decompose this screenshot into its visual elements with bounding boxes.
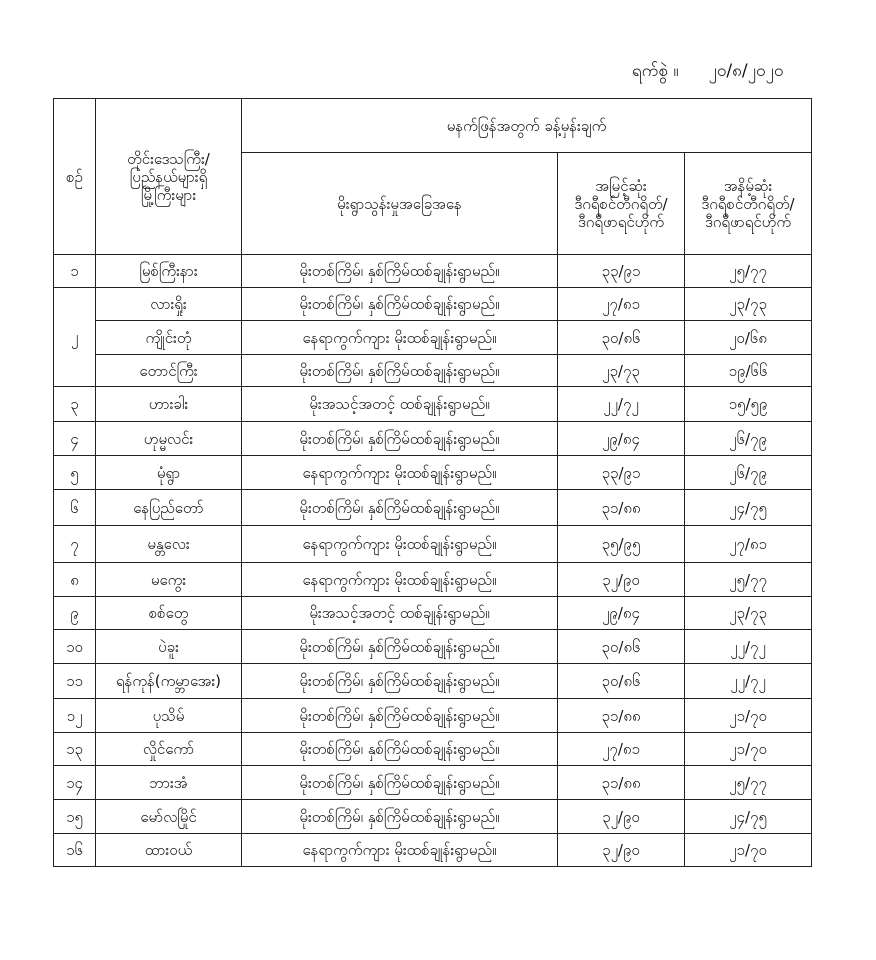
forecast-table — [53, 98, 812, 867]
city-name: လားရှိုး — [96, 288, 242, 321]
city-name: ထားဝယ် — [96, 834, 242, 867]
rain-condition: မိုးတစ်ကြိမ်၊ နှစ်ကြိမ်ထစ်ချုန်းရွာမည်။ — [242, 355, 558, 387]
header-forecast: မနက်ဖြန်အတွက် ခန့်မှန်းချက် — [242, 99, 812, 153]
row-number: ၂ — [54, 288, 96, 387]
city-name: နေပြည်တော် — [96, 490, 242, 526]
row-number: ၁၀ — [54, 630, 96, 664]
row-number: ၈ — [54, 563, 96, 597]
table-row — [54, 834, 812, 867]
max-temp: ၃၃/၉၁ — [558, 456, 685, 490]
max-temp: ၃၂/၉၀ — [558, 800, 685, 834]
rain-condition: မိုးတစ်ကြိမ်၊ နှစ်ကြိမ်ထစ်ချုန်းရွာမည်။ — [242, 733, 558, 766]
max-temp: ၃၀/၈၆ — [558, 664, 685, 699]
city-name: မန္တလေး — [96, 526, 242, 563]
table-row — [54, 766, 812, 800]
date-label: ရက်စွဲ ။ — [632, 61, 679, 81]
max-temp: ၂၂/၇၂ — [558, 387, 685, 422]
header-row-top — [54, 99, 812, 153]
header-max-temp: အမြင့်ဆုံး ဒီဂရီစင်တီဂရိတ်/ ဒီဂရီဖာရင်ဟိုက် — [558, 153, 685, 255]
table-row — [54, 387, 812, 422]
rain-condition: နေရာကွက်ကျား မိုးထစ်ချုန်းရွာမည်။ — [242, 563, 558, 597]
max-temp: ၂၇/၈၁ — [558, 733, 685, 766]
row-number: ၇ — [54, 526, 96, 563]
city-name: မြစ်ကြီးနား — [96, 255, 242, 288]
city-name: ပဲခူး — [96, 630, 242, 664]
table-row — [54, 422, 812, 456]
rain-condition: မိုးအသင့်အတင့် ထစ်ချုန်းရွာမည်။ — [242, 387, 558, 422]
row-number: ၁၆ — [54, 834, 96, 867]
max-temp: ၂၉/၈၄ — [558, 422, 685, 456]
city-name: ဟားခါး — [96, 387, 242, 422]
rain-condition: မိုးတစ်ကြိမ်၊ နှစ်ကြိမ်ထစ်ချုန်းရွာမည်။ — [242, 766, 558, 800]
table-row — [54, 490, 812, 526]
row-number: ၁ — [54, 255, 96, 288]
table-row — [54, 630, 812, 664]
min-temp: ၂၇/၈၁ — [685, 526, 812, 563]
rain-condition: မိုးတစ်ကြိမ်၊ နှစ်ကြိမ်ထစ်ချုန်းရွာမည်။ — [242, 422, 558, 456]
max-temp: ၃၁/၈၈ — [558, 699, 685, 733]
header-no: စဉ် — [54, 99, 96, 255]
min-temp: ၂၅/၇၇ — [685, 563, 812, 597]
min-temp: ၂၁/၇၀ — [685, 699, 812, 733]
rain-condition: မိုးတစ်ကြိမ်၊ နှစ်ကြိမ်ထစ်ချုန်းရွာမည်။ — [242, 699, 558, 733]
max-temp: ၃၁/၈၈ — [558, 490, 685, 526]
row-number: ၁၁ — [54, 664, 96, 699]
city-name: မကွေး — [96, 563, 242, 597]
max-temp: ၃၃/၉၁ — [558, 255, 685, 288]
rain-condition: နေရာကွက်ကျား မိုးထစ်ချုန်းရွာမည်။ — [242, 456, 558, 490]
row-number: ၁၄ — [54, 766, 96, 800]
table-row — [54, 563, 812, 597]
rain-condition: မိုးတစ်ကြိမ်၊ နှစ်ကြိမ်ထစ်ချုန်းရွာမည်။ — [242, 630, 558, 664]
city-name: ပုသိမ် — [96, 699, 242, 733]
city-name: မုံရွာ — [96, 456, 242, 490]
min-temp: ၂၃/၇၃ — [685, 288, 812, 321]
header-min-temp: အနိမ့်ဆုံး ဒီဂရီစင်တီဂရိတ်/ ဒီဂရီဖာရင်ဟိုက် — [685, 153, 812, 255]
rain-condition: မိုးတစ်ကြိမ်၊ နှစ်ကြိမ်ထစ်ချုန်းရွာမည်။ — [242, 800, 558, 834]
table-row — [54, 699, 812, 733]
rain-condition: နေရာကွက်ကျား မိုးထစ်ချုန်းရွာမည်။ — [242, 321, 558, 355]
max-temp: ၂၃/၇၃ — [558, 355, 685, 387]
city-name: တောင်ကြီး — [96, 355, 242, 387]
max-temp: ၃၂/၉၀ — [558, 563, 685, 597]
min-temp: ၁၉/၆၆ — [685, 355, 812, 387]
min-temp: ၂၅/၇၇ — [685, 766, 812, 800]
city-name: ကျိုင်းတုံ — [96, 321, 242, 355]
header-region: တိုင်းဒေသကြီး/ ပြည်နယ်များရှိ မြို့ကြီးများ — [96, 99, 242, 255]
row-number: ၁၂ — [54, 699, 96, 733]
table-row — [54, 526, 812, 563]
min-temp: ၂၀/၆၈ — [685, 321, 812, 355]
min-temp: ၂၄/၇၅ — [685, 490, 812, 526]
min-temp: ၂၆/၇၉ — [685, 422, 812, 456]
table-body — [54, 255, 812, 867]
city-name: ရန်ကုန်(ကမ္ဘာအေး) — [96, 664, 242, 699]
max-temp: ၃၁/၈၈ — [558, 766, 685, 800]
min-temp: ၂၃/၇၃ — [685, 597, 812, 630]
min-temp: ၂၁/၇၀ — [685, 733, 812, 766]
max-temp: ၃၂/၉၀ — [558, 834, 685, 867]
table-row — [54, 255, 812, 288]
table-row — [54, 288, 812, 321]
header-condition: မိုးရွာသွန်းမှုအခြေအနေ — [242, 153, 558, 255]
row-number: ၅ — [54, 456, 96, 490]
min-temp: ၂၂/၇၂ — [685, 630, 812, 664]
row-number: ၁၅ — [54, 800, 96, 834]
city-name: ဟုမ္မလင်း — [96, 422, 242, 456]
table-row — [54, 733, 812, 766]
rain-condition: မိုးတစ်ကြိမ်၊ နှစ်ကြိမ်ထစ်ချုန်းရွာမည်။ — [242, 664, 558, 699]
row-number: ၉ — [54, 597, 96, 630]
city-name: မော်လမြိုင် — [96, 800, 242, 834]
city-name: လှိုင်ကော် — [96, 733, 242, 766]
row-number: ၃ — [54, 387, 96, 422]
rain-condition: မိုးတစ်ကြိမ်၊ နှစ်ကြိမ်ထစ်ချုန်းရွာမည်။ — [242, 255, 558, 288]
rain-condition: မိုးတစ်ကြိမ်၊ နှစ်ကြိမ်ထစ်ချုန်းရွာမည်။ — [242, 490, 558, 526]
table-row — [54, 355, 812, 387]
table-row — [54, 321, 812, 355]
min-temp: ၁၅/၅၉ — [685, 387, 812, 422]
max-temp: ၂၉/၈၄ — [558, 597, 685, 630]
row-number: ၄ — [54, 422, 96, 456]
city-name: ဘားအံ — [96, 766, 242, 800]
max-temp: ၃၀/၈၆ — [558, 321, 685, 355]
rain-condition: မိုးအသင့်အတင့် ထစ်ချုန်းရွာမည်။ — [242, 597, 558, 630]
max-temp: ၃၀/၈၆ — [558, 630, 685, 664]
row-number: ၆ — [54, 490, 96, 526]
row-number: ၁၃ — [54, 733, 96, 766]
table-row — [54, 456, 812, 490]
rain-condition: မိုးတစ်ကြိမ်၊ နှစ်ကြိမ်ထစ်ချုန်းရွာမည်။ — [242, 288, 558, 321]
table-row — [54, 800, 812, 834]
rain-condition: နေရာကွက်ကျား မိုးထစ်ချုန်းရွာမည်။ — [242, 526, 558, 563]
min-temp: ၂၆/၇၉ — [685, 456, 812, 490]
min-temp: ၂၅/၇၇ — [685, 255, 812, 288]
max-temp: ၂၇/၈၁ — [558, 288, 685, 321]
city-name: စစ်တွေ — [96, 597, 242, 630]
table-row — [54, 597, 812, 630]
min-temp: ၂၁/၇၀ — [685, 834, 812, 867]
table-row — [54, 664, 812, 699]
max-temp: ၃၅/၉၅ — [558, 526, 685, 563]
min-temp: ၂၄/၇၅ — [685, 800, 812, 834]
date-line — [632, 60, 783, 85]
rain-condition: နေရာကွက်ကျား မိုးထစ်ချုန်းရွာမည်။ — [242, 834, 558, 867]
date-value: ၂၀/၈/၂၀၂၀ — [708, 61, 784, 81]
min-temp: ၂၂/၇၂ — [685, 664, 812, 699]
